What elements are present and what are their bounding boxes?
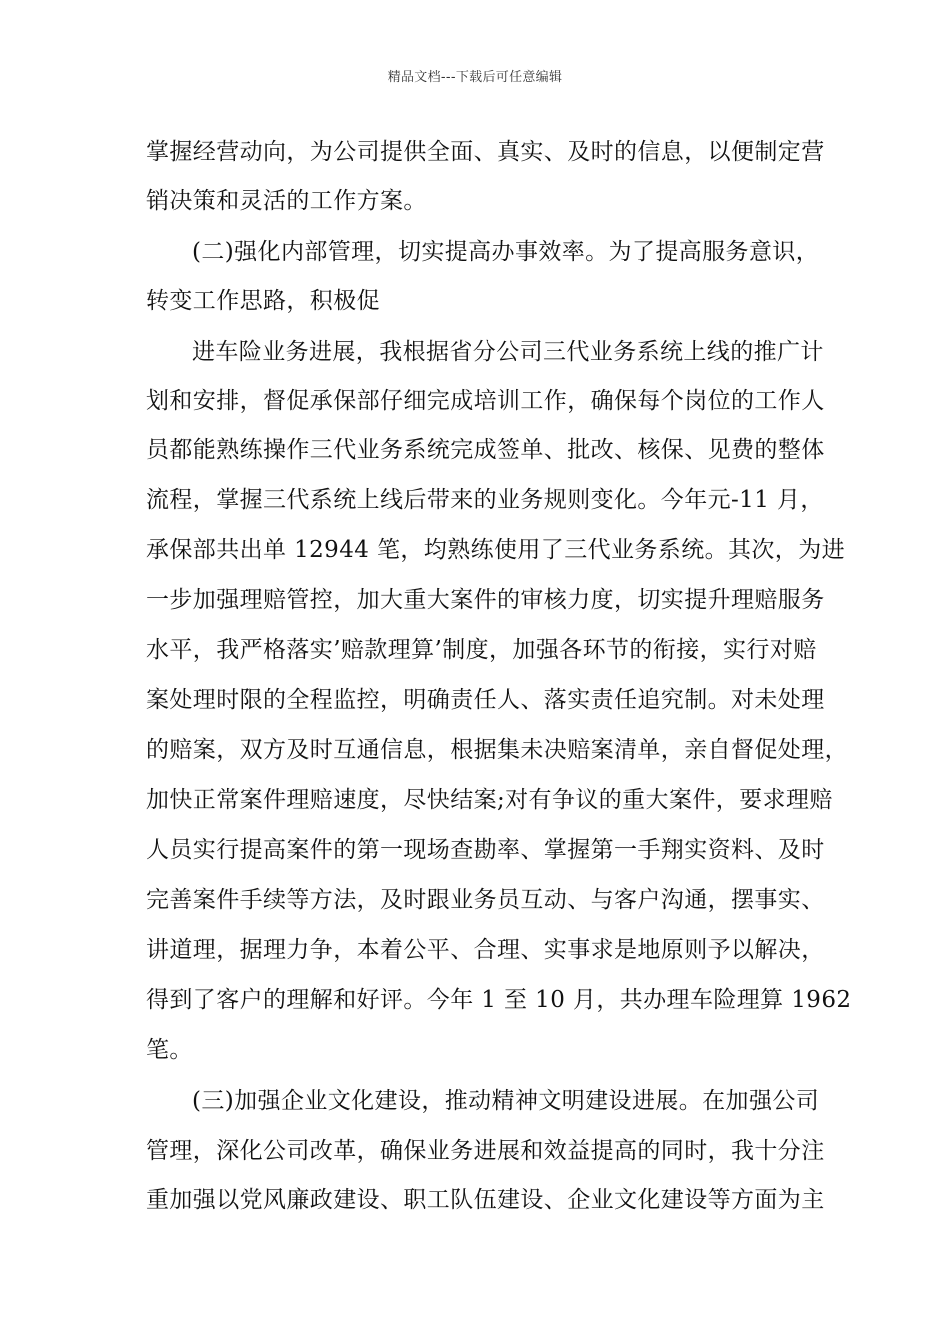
paragraph-line: 得到了客户的理解和好评。今年 1 至 10 月，共办理车险理算 1962	[146, 987, 852, 1013]
paragraph-line: 一步加强理赔管控，加大重大案件的审核力度，切实提升理赔服务	[146, 587, 825, 613]
paragraph-line: 的赔案，双方及时互通信息，根据集未决赔案清单，亲自督促处理，	[146, 737, 848, 763]
paragraph-line: 销决策和灵活的工作方案。	[146, 188, 427, 214]
paragraph-line: 笔。	[146, 1037, 193, 1063]
paragraph-line: 重加强以党风廉政建设、职工队伍建设、企业文化建设等方面为主	[146, 1187, 825, 1213]
paragraph-line: 掌握经营动向，为公司提供全面、真实、及时的信息，以便制定营	[146, 139, 825, 165]
paragraph-line: 完善案件手续等方法，及时跟业务员互动、与客户沟通，摆事实、	[146, 887, 825, 913]
section-heading-line: (三)加强企业文化建设，推动精神文明建设进展。在加强公司	[192, 1088, 820, 1114]
paragraph-line: 讲道理，据理力争，本着公平、合理、实事求是地原则予以解决，	[146, 937, 825, 963]
paragraph-line: 进车险业务进展，我根据省分公司三代业务系统上线的推广计	[192, 339, 824, 365]
paragraph-line: 人员实行提高案件的第一现场查勘率、掌握第一手翔实资料、及时	[146, 837, 825, 863]
section-heading-line: (二)强化内部管理，切实提高办事效率。为了提高服务意识，	[192, 239, 820, 265]
paragraph-line: 转变工作思路，积极促	[146, 288, 380, 314]
paragraph-line: 案处理时限的全程监控，明确责任人、落实责任追究制。对未处理	[146, 687, 825, 713]
paragraph-line: 承保部共出单 12944 笔，均熟练使用了三代业务系统。其次，为进	[146, 537, 845, 563]
paragraph-line: 水平，我严格落实’赔款理算’制度，加强各环节的衔接，实行对赔	[146, 637, 817, 663]
paragraph-line: 员都能熟练操作三代业务系统完成签单、批改、核保、见费的整体	[146, 437, 825, 463]
paragraph-line: 加快正常案件理赔速度，尽快结案;对有争议的重大案件，要求理赔	[146, 787, 833, 813]
paragraph-line: 划和安排，督促承保部仔细完成培训工作，确保每个岗位的工作人	[146, 388, 825, 414]
page-header: 精品文档---下载后可任意编辑	[387, 70, 563, 85]
paragraph-line: 流程，掌握三代系统上线后带来的业务规则变化。今年元-11 月，	[146, 487, 824, 513]
paragraph-line: 管理，深化公司改革，确保业务进展和效益提高的同时，我十分注	[146, 1138, 825, 1164]
